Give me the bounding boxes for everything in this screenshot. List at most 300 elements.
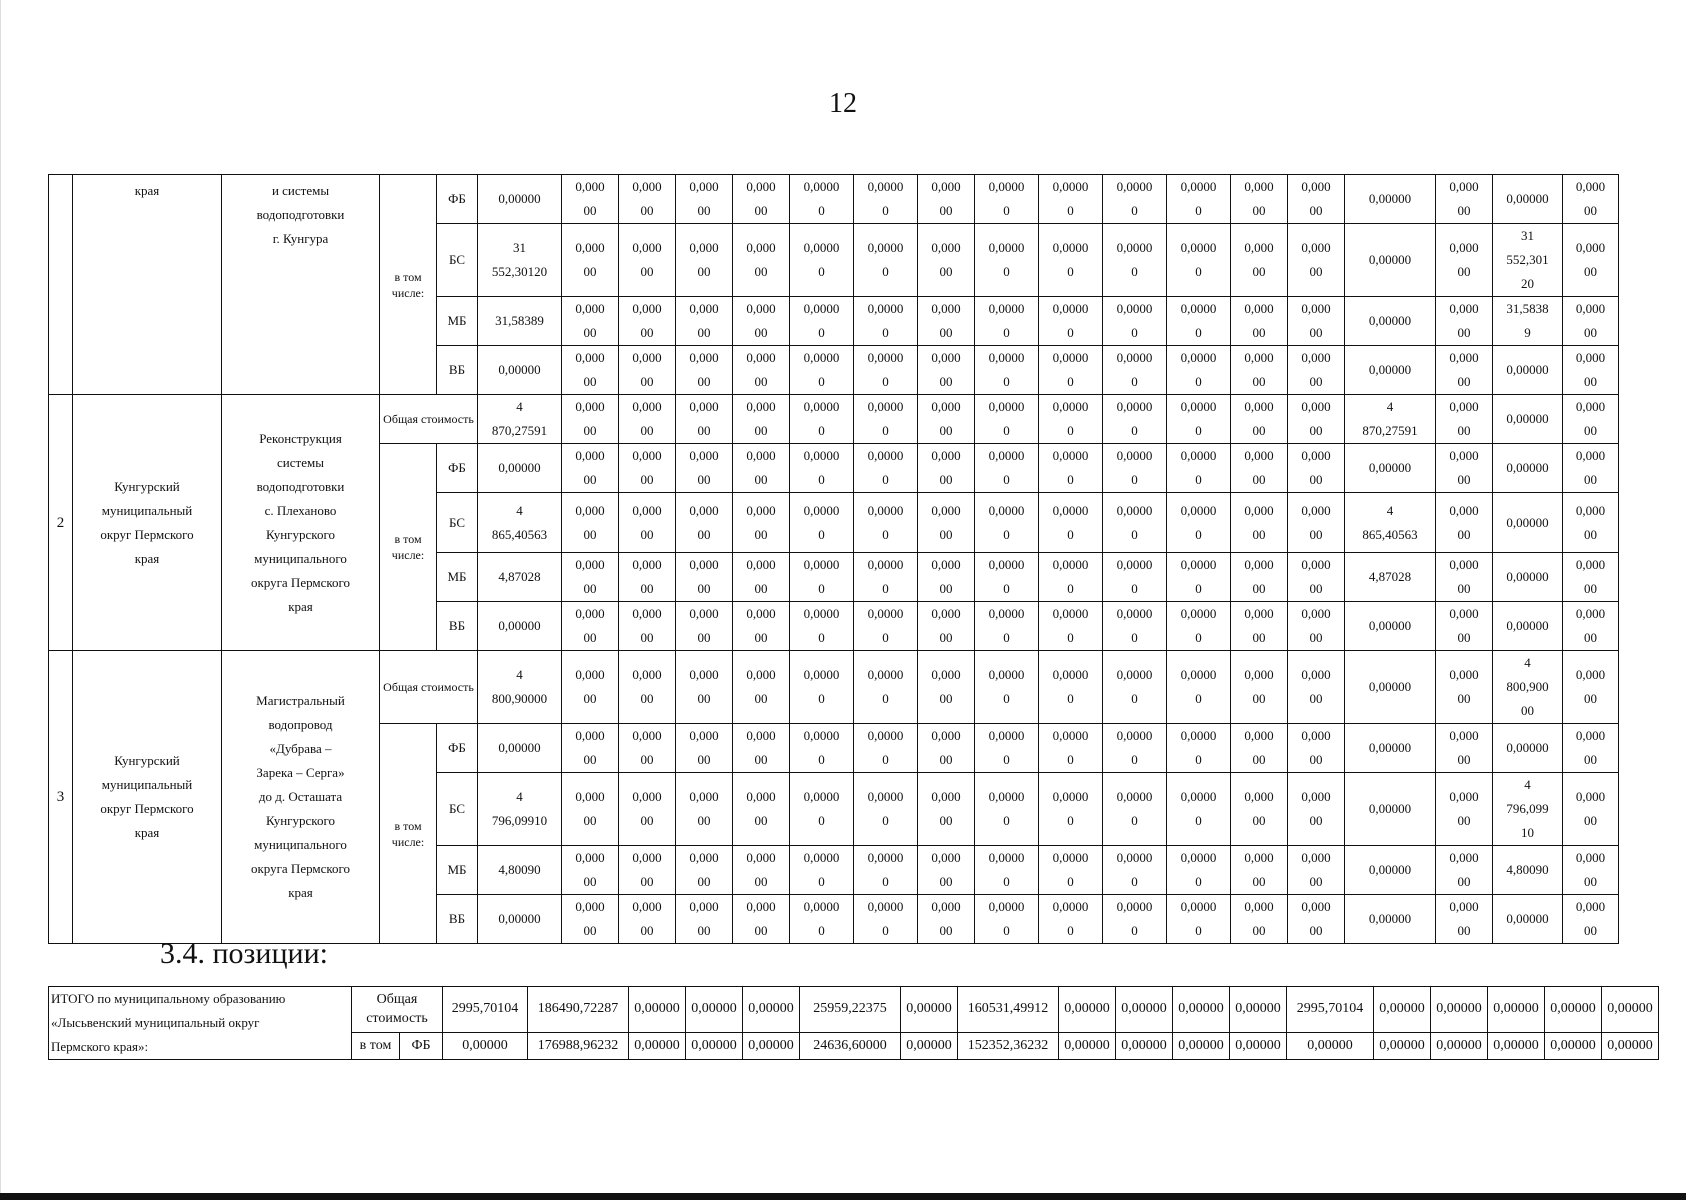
cell-line: 865,40563 bbox=[491, 526, 548, 542]
cell-line: 00 bbox=[754, 813, 768, 828]
value-cell bbox=[619, 773, 676, 846]
cell-line: 0,0000 bbox=[1180, 789, 1217, 804]
cell-line: 0,0000 bbox=[1180, 448, 1217, 463]
value-cell bbox=[1493, 175, 1563, 224]
cell-line: 0 bbox=[818, 203, 825, 218]
budget-type: ФБ bbox=[437, 175, 478, 224]
value-cell bbox=[1231, 651, 1288, 724]
cell-line: 0,000 bbox=[1301, 502, 1331, 518]
cell-line: 0,00000 bbox=[1368, 679, 1412, 694]
cell-line: 00 bbox=[583, 813, 597, 828]
value-cell bbox=[854, 175, 918, 224]
value-cell bbox=[733, 395, 790, 444]
cell-line: 796,09910 bbox=[491, 813, 548, 828]
cell-line: 0,00000 bbox=[1506, 191, 1549, 206]
cell-line: 00 bbox=[1584, 752, 1597, 767]
cell-line: 0 bbox=[1003, 813, 1010, 828]
value-cell bbox=[918, 895, 975, 944]
object-line: края bbox=[288, 885, 313, 900]
value-cell bbox=[918, 602, 975, 651]
value-cell bbox=[1563, 346, 1619, 395]
cell-line: 0 bbox=[882, 874, 889, 889]
cell-line: 4 bbox=[1386, 502, 1394, 518]
value-cell bbox=[676, 846, 733, 895]
cell-line: 0,000 bbox=[746, 301, 776, 316]
cell-line: 0,0000 bbox=[1180, 606, 1217, 621]
cell-line: 0 bbox=[1131, 752, 1138, 767]
value-cell bbox=[1231, 444, 1288, 493]
value-cell bbox=[1039, 297, 1103, 346]
value-cell bbox=[975, 773, 1039, 846]
cell-line: 00 bbox=[1309, 264, 1323, 279]
value-cell bbox=[1345, 395, 1436, 444]
cell-line: 0,000 bbox=[931, 179, 961, 194]
cell-line: 0,000 bbox=[689, 179, 719, 194]
cell-line: 00 bbox=[697, 423, 711, 438]
cell-line: 00 bbox=[939, 691, 953, 706]
cell-line: 00 bbox=[1457, 374, 1471, 389]
cell-line: 0,0000 bbox=[1116, 179, 1153, 194]
value-cell bbox=[1288, 651, 1345, 724]
value-cell bbox=[676, 553, 733, 602]
cell-line: 0 bbox=[1003, 472, 1010, 487]
cell-line: 0 bbox=[818, 630, 825, 645]
value-cell bbox=[1103, 444, 1167, 493]
cell-line: 00 bbox=[583, 581, 597, 596]
cell-line: 00 bbox=[697, 630, 711, 645]
cell-line: 0,000 bbox=[1449, 850, 1479, 865]
cell-line: 0 bbox=[1067, 264, 1074, 279]
cell-line: 0,0000 bbox=[1116, 789, 1153, 804]
cell-line: 00 bbox=[583, 923, 597, 938]
cell-line: 0,0000 bbox=[1116, 399, 1153, 414]
cell-line: 0,0000 bbox=[988, 448, 1025, 463]
cell-line: 0 bbox=[818, 691, 825, 706]
cell-line: 0 bbox=[1195, 691, 1202, 706]
value-cell bbox=[975, 175, 1039, 224]
cell-line: 00 bbox=[754, 325, 768, 340]
value-cell bbox=[1103, 773, 1167, 846]
cell-line: 4,87028 bbox=[498, 569, 541, 584]
cell-line: 0,000 bbox=[575, 728, 605, 743]
object-line: водоподготовки bbox=[256, 207, 345, 222]
cost-total-row bbox=[49, 395, 1619, 444]
value-cell bbox=[1563, 602, 1619, 651]
cell-line: 00 bbox=[1309, 874, 1323, 889]
value-cell bbox=[1231, 346, 1288, 395]
value-cell bbox=[1436, 493, 1493, 553]
budget-type: МБ bbox=[437, 297, 478, 346]
cell-line: 0,000 bbox=[1301, 899, 1331, 914]
cell-line: 870,27591 bbox=[1362, 423, 1418, 438]
cell-line: 00 bbox=[583, 374, 597, 389]
value-cell bbox=[1563, 651, 1619, 724]
value-cell bbox=[733, 297, 790, 346]
value-cell bbox=[1563, 773, 1619, 846]
object-line: до д. Осташата bbox=[258, 789, 343, 804]
value-cell bbox=[676, 651, 733, 724]
cell-line: 0 bbox=[882, 374, 889, 389]
cell-line: 0,000 bbox=[1449, 606, 1479, 621]
cell-line: 0,0000 bbox=[867, 179, 904, 194]
object-line: системы bbox=[277, 454, 324, 470]
value-cell bbox=[1436, 444, 1493, 493]
cell-line: 0,000 bbox=[1449, 179, 1479, 194]
cell-line: 00 bbox=[583, 472, 597, 487]
cell-line: 0,0000 bbox=[1052, 399, 1089, 414]
cell-line: 0,000 bbox=[689, 899, 719, 914]
value-cell bbox=[1436, 297, 1493, 346]
cell-line: 00 bbox=[1252, 526, 1266, 542]
cell-line: 0,0000 bbox=[1180, 240, 1217, 255]
value-cell bbox=[975, 846, 1039, 895]
value-cell bbox=[1039, 493, 1103, 553]
value-cell bbox=[1039, 175, 1103, 224]
cell-line: 00 bbox=[754, 630, 768, 645]
value-cell bbox=[619, 175, 676, 224]
value-cell bbox=[1103, 846, 1167, 895]
value-cell bbox=[1103, 395, 1167, 444]
value-cell bbox=[1436, 553, 1493, 602]
value-cell bbox=[562, 297, 619, 346]
cell-line: 0,0000 bbox=[988, 399, 1025, 414]
cell-line: 0,0000 bbox=[867, 448, 904, 463]
value-cell bbox=[733, 846, 790, 895]
cell-line: 0 bbox=[1003, 874, 1010, 889]
budget-type: БС bbox=[437, 773, 478, 846]
cell-line: 00 bbox=[640, 581, 654, 596]
value-cell bbox=[918, 493, 975, 553]
cell-line: 00 bbox=[1584, 691, 1597, 706]
cell-line: 0,0000 bbox=[1116, 667, 1153, 682]
cell-line: 00 bbox=[754, 923, 768, 938]
value-cell bbox=[733, 175, 790, 224]
total-table bbox=[48, 986, 1659, 1060]
value-cell bbox=[1563, 493, 1619, 553]
value-cell bbox=[733, 553, 790, 602]
fb-value-cell: 0,00000 bbox=[629, 1032, 686, 1059]
cell-line: 0 bbox=[882, 691, 889, 706]
value-cell bbox=[1231, 395, 1288, 444]
cell-line: 0,0000 bbox=[867, 899, 904, 914]
total-value-cell bbox=[478, 444, 562, 493]
value-cell bbox=[1436, 724, 1493, 773]
cell-line: 00 bbox=[640, 325, 654, 340]
cell-line: 00 bbox=[1252, 691, 1266, 706]
value-cell bbox=[733, 224, 790, 297]
cell-line: 0,0000 bbox=[988, 899, 1025, 914]
cell-line: 00 bbox=[583, 874, 597, 889]
cell-line: 0,00000 bbox=[1368, 618, 1412, 633]
object-line: муниципального bbox=[254, 550, 347, 566]
cell-line: 00 bbox=[1309, 325, 1323, 340]
value-cell bbox=[1231, 773, 1288, 846]
cell-line: 0,000 bbox=[1301, 301, 1331, 316]
fb-value-cell: 0,00000 bbox=[1488, 1032, 1545, 1059]
cell-line: 0,0000 bbox=[803, 850, 840, 865]
cell-line: 800,90000 bbox=[491, 691, 548, 706]
cell-line: 0,00000 bbox=[1368, 362, 1412, 377]
cell-line: 0 bbox=[882, 813, 889, 828]
cell-line: 0 bbox=[1195, 264, 1202, 279]
cell-line: 00 bbox=[1457, 752, 1471, 767]
value-cell bbox=[1563, 846, 1619, 895]
cell-line: 00 bbox=[1584, 813, 1597, 828]
owner-line: Кунгурский bbox=[114, 478, 180, 494]
value-cell bbox=[854, 602, 918, 651]
cell-line: 0,000 bbox=[632, 350, 662, 365]
cell-line: 00 bbox=[1584, 526, 1597, 542]
value-cell bbox=[1167, 224, 1231, 297]
cell-line: 0,0000 bbox=[803, 502, 840, 518]
cell-line: 800,900 bbox=[1506, 679, 1549, 694]
cell-line: 00 bbox=[939, 472, 953, 487]
cell-line: 0,000 bbox=[632, 789, 662, 804]
cell-line: 4,80090 bbox=[1506, 862, 1549, 877]
cell-line: 0,0000 bbox=[867, 240, 904, 255]
value-cell bbox=[1167, 724, 1231, 773]
value-cell bbox=[1231, 724, 1288, 773]
value-cell bbox=[975, 444, 1039, 493]
cell-line: 0,0000 bbox=[867, 350, 904, 365]
cell-line: 0 bbox=[1131, 423, 1138, 438]
owner-line: края bbox=[134, 825, 160, 840]
cell-line: 00 bbox=[697, 472, 711, 487]
cell-line: 0,0000 bbox=[1052, 502, 1089, 518]
cell-line: 0 bbox=[818, 325, 825, 340]
cell-line: 0,000 bbox=[1301, 399, 1331, 414]
fb-label: ФБ bbox=[400, 1032, 443, 1059]
cell-line: 0,0000 bbox=[867, 667, 904, 682]
total-value-cell: 0,00000 bbox=[1374, 987, 1431, 1033]
cell-line: 0,00000 bbox=[1368, 740, 1412, 755]
value-cell bbox=[790, 493, 854, 553]
cell-line: 0,000 bbox=[689, 448, 719, 463]
value-cell bbox=[918, 724, 975, 773]
cell-line: 0,0000 bbox=[867, 728, 904, 743]
value-cell bbox=[733, 773, 790, 846]
cell-line: 00 bbox=[754, 691, 768, 706]
value-cell bbox=[1436, 846, 1493, 895]
cell-line: 0,000 bbox=[1575, 399, 1606, 414]
cell-line: 0 bbox=[1195, 923, 1202, 938]
cell-line: 0 bbox=[1131, 923, 1138, 938]
value-cell bbox=[1436, 346, 1493, 395]
cell-line: 0,000 bbox=[689, 728, 719, 743]
cell-line: 0 bbox=[818, 526, 825, 542]
financing-table bbox=[48, 174, 1619, 944]
value-cell bbox=[676, 346, 733, 395]
value-cell bbox=[1345, 724, 1436, 773]
cell-line: 0 bbox=[1131, 203, 1138, 218]
cell-line: 0,00000 bbox=[498, 460, 541, 475]
cell-line: 0 bbox=[1195, 581, 1202, 596]
cell-line: 0,000 bbox=[1449, 667, 1479, 682]
value-cell bbox=[1436, 773, 1493, 846]
cell-line: 00 bbox=[583, 325, 597, 340]
object-line: водоподготовки bbox=[256, 478, 345, 494]
total-value-cell bbox=[478, 224, 562, 297]
cell-line: 0,000 bbox=[1244, 350, 1274, 365]
value-cell bbox=[975, 297, 1039, 346]
total-value-cell: 0,00000 bbox=[1230, 987, 1287, 1033]
cell-line: 4 bbox=[1524, 655, 1531, 670]
cell-line: 0,0000 bbox=[1116, 557, 1153, 572]
cell-line: 0,000 bbox=[746, 606, 776, 621]
cell-line: 0,00000 bbox=[1506, 569, 1549, 584]
value-cell bbox=[1288, 444, 1345, 493]
cell-line: 00 bbox=[939, 203, 953, 218]
budget-type: ВБ bbox=[437, 602, 478, 651]
cell-line: 00 bbox=[583, 203, 597, 218]
cell-line: 00 bbox=[697, 752, 711, 767]
cell-line: 0,0000 bbox=[1052, 667, 1089, 682]
cell-line: 00 bbox=[754, 423, 768, 438]
cell-line: 0,000 bbox=[1449, 350, 1479, 365]
cell-line: 00 bbox=[1584, 874, 1597, 889]
cell-line: 00 bbox=[1252, 423, 1266, 438]
cell-line: 0,000 bbox=[1244, 850, 1274, 865]
value-cell bbox=[1345, 175, 1436, 224]
value-cell bbox=[1288, 553, 1345, 602]
cell-line: 00 bbox=[697, 374, 711, 389]
cell-line: 0,0000 bbox=[988, 301, 1025, 316]
total-value-cell: 0,00000 bbox=[1059, 987, 1116, 1033]
cell-line: 00 bbox=[1309, 752, 1323, 767]
cell-line: 0,000 bbox=[1244, 502, 1274, 518]
cell-line: 0,0000 bbox=[1180, 557, 1217, 572]
value-cell bbox=[1103, 297, 1167, 346]
value-cell bbox=[918, 553, 975, 602]
cell-line: 0 bbox=[1131, 325, 1138, 340]
cell-line: 0,0000 bbox=[1052, 350, 1089, 365]
value-cell bbox=[918, 651, 975, 724]
object-line: Кунгурского bbox=[266, 813, 335, 828]
cell-line: 0,000 bbox=[632, 301, 662, 316]
value-cell bbox=[1167, 346, 1231, 395]
total-value-cell: 0,00000 bbox=[629, 987, 686, 1033]
value-cell bbox=[676, 493, 733, 553]
cell-line: 0,000 bbox=[1449, 899, 1479, 914]
total-value-cell bbox=[478, 297, 562, 346]
cell-line: 0 bbox=[1067, 874, 1074, 889]
cell-line: 0,000 bbox=[746, 502, 776, 518]
cell-line: 0,00000 bbox=[1506, 618, 1549, 633]
cell-line: 00 bbox=[640, 203, 654, 218]
cell-line: 00 bbox=[1309, 581, 1323, 596]
cell-line: 0,0000 bbox=[803, 667, 840, 682]
cell-line: 0,000 bbox=[632, 179, 662, 194]
cell-line: 0,000 bbox=[931, 448, 961, 463]
cell-line: 0,0000 bbox=[803, 789, 840, 804]
value-cell bbox=[1103, 175, 1167, 224]
cell-line: 31 bbox=[513, 240, 526, 255]
value-cell bbox=[1563, 297, 1619, 346]
value-cell bbox=[1103, 553, 1167, 602]
cell-line: 00 bbox=[697, 526, 711, 542]
cell-line: 0,000 bbox=[931, 606, 961, 621]
cell-line: 0,000 bbox=[746, 789, 776, 804]
cell-line: 0,000 bbox=[1449, 240, 1479, 255]
cell-line: 0,00000 bbox=[1368, 801, 1412, 816]
value-cell bbox=[1039, 651, 1103, 724]
cell-line: 00 bbox=[640, 374, 654, 389]
value-cell bbox=[1231, 553, 1288, 602]
cell-line: 00 bbox=[1457, 526, 1471, 542]
cell-line: 0,000 bbox=[689, 667, 719, 682]
value-cell bbox=[854, 846, 918, 895]
cell-line: 0,0000 bbox=[1180, 179, 1217, 194]
value-cell bbox=[562, 773, 619, 846]
cell-line: 0,000 bbox=[746, 667, 776, 682]
cell-line: 0,000 bbox=[1244, 667, 1274, 682]
value-cell bbox=[1103, 724, 1167, 773]
value-cell bbox=[975, 553, 1039, 602]
total-value-cell bbox=[478, 553, 562, 602]
value-cell bbox=[854, 651, 918, 724]
value-cell bbox=[562, 346, 619, 395]
cell-line: 00 bbox=[1252, 874, 1266, 889]
cell-line: 0,000 bbox=[1244, 557, 1274, 572]
object-line: с. Плеханово bbox=[264, 502, 337, 518]
cell-line: 0,000 bbox=[689, 789, 719, 804]
budget-type: ФБ bbox=[437, 724, 478, 773]
cell-line: 0,0000 bbox=[867, 301, 904, 316]
value-cell bbox=[676, 444, 733, 493]
cell-line: 0,00000 bbox=[1506, 362, 1549, 377]
cell-line: 0,000 bbox=[689, 301, 719, 316]
cell-line: 0 bbox=[1131, 264, 1138, 279]
value-cell bbox=[975, 895, 1039, 944]
cell-line: 00 bbox=[697, 813, 711, 828]
cell-line: 0,000 bbox=[575, 850, 605, 865]
owner-line: Кунгурский bbox=[114, 753, 180, 768]
cell-line: 0,000 bbox=[575, 557, 605, 572]
fb-value-cell: 0,00000 bbox=[1116, 1032, 1173, 1059]
cell-line: 0,00000 bbox=[1506, 740, 1549, 755]
value-cell bbox=[1493, 346, 1563, 395]
value-cell bbox=[790, 346, 854, 395]
value-cell bbox=[975, 602, 1039, 651]
including-label: в том числе: bbox=[380, 724, 437, 944]
cell-line: 00 bbox=[1457, 423, 1471, 438]
total-label bbox=[49, 987, 352, 1060]
value-cell bbox=[1231, 846, 1288, 895]
cell-line: 0,000 bbox=[632, 850, 662, 865]
cell-line: 0,000 bbox=[1575, 728, 1606, 743]
value-cell bbox=[1493, 651, 1563, 724]
owner-line: края bbox=[134, 550, 160, 566]
cell-line: 00 bbox=[640, 691, 654, 706]
cell-line: 00 bbox=[1457, 264, 1471, 279]
value-cell bbox=[1103, 602, 1167, 651]
cell-line: 0,000 bbox=[1449, 557, 1479, 572]
value-cell bbox=[1493, 297, 1563, 346]
cell-line: 0,0000 bbox=[1116, 850, 1153, 865]
value-cell bbox=[1345, 553, 1436, 602]
cell-line: 0,000 bbox=[931, 502, 961, 518]
cell-line: 0,00000 bbox=[498, 740, 541, 755]
cell-line: 0,000 bbox=[575, 899, 605, 914]
cell-line: 0,000 bbox=[1449, 399, 1479, 414]
cell-line: 00 bbox=[1309, 203, 1323, 218]
object-line: водопровод bbox=[268, 717, 333, 732]
total-value-cell bbox=[478, 895, 562, 944]
value-cell bbox=[1345, 602, 1436, 651]
cell-line: 0,000 bbox=[575, 350, 605, 365]
value-cell bbox=[854, 773, 918, 846]
cell-line: 0,000 bbox=[1301, 789, 1331, 804]
